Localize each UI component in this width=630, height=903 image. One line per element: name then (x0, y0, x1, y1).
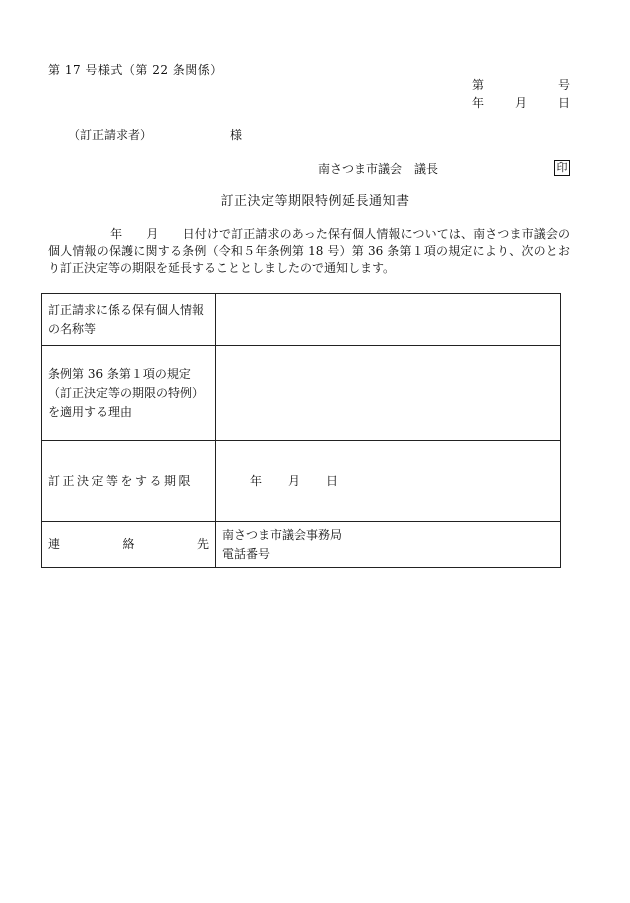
contact-label-c3: 先 (196, 537, 209, 551)
info-name-label: 訂正請求に係る保有個人情報の名称等 (42, 294, 216, 346)
contact-label (42, 522, 216, 568)
reason-label: 条例第 36 条第１項の規定（訂正決定等の期限の特例）を適用する理由 (42, 346, 216, 441)
form-number: 第 17 号様式（第 22 条関係） (48, 63, 223, 77)
sender-name: 南さつま市議会 議長 (318, 162, 439, 176)
info-table (41, 293, 561, 568)
deadline-year: 年 (250, 473, 263, 488)
date-month: 月 (514, 96, 527, 110)
table-row (42, 441, 561, 522)
contact-office: 南さつま市議会事務局 (222, 527, 343, 542)
body-text: 日付けで訂正請求のあった保有個人情報については、南さつま市議会の個人情報の保護に関する条例（令和５年条例第 18 号）第 36 条第１項の規定により、次のとおり訂正決定等の期限を延長することとしましたので通知します。 (48, 227, 570, 275)
deadline-label: 訂正決定等をする期限 (42, 441, 216, 522)
body-year: 年 (110, 227, 123, 241)
table-row (42, 346, 561, 441)
contact-label-c2: 絡 (122, 537, 135, 551)
doc-number-suffix: 号 (557, 78, 570, 92)
addressee-label: （訂正請求者） (68, 128, 153, 142)
deadline-month: 月 (288, 473, 301, 488)
body-paragraph (48, 226, 570, 277)
table-row (42, 294, 561, 346)
document-date (472, 95, 570, 111)
date-day: 日 (557, 96, 570, 110)
info-name-value[interactable] (216, 294, 561, 346)
deadline-value[interactable] (216, 441, 561, 522)
reason-value[interactable] (216, 346, 561, 441)
seal-stamp: 印 (554, 160, 570, 176)
contact-phone: 電話番号 (222, 546, 271, 561)
addressee-honorific: 様 (230, 128, 243, 142)
deadline-day: 日 (326, 473, 339, 488)
body-month: 月 (146, 227, 159, 241)
contact-value (216, 522, 561, 568)
date-year: 年 (472, 96, 485, 110)
doc-number-prefix: 第 (472, 78, 485, 92)
contact-label-c1: 連 (48, 537, 61, 551)
document-title: 訂正決定等期限特例延長通知書 (220, 194, 410, 209)
document-number (472, 77, 570, 93)
table-row (42, 522, 561, 568)
